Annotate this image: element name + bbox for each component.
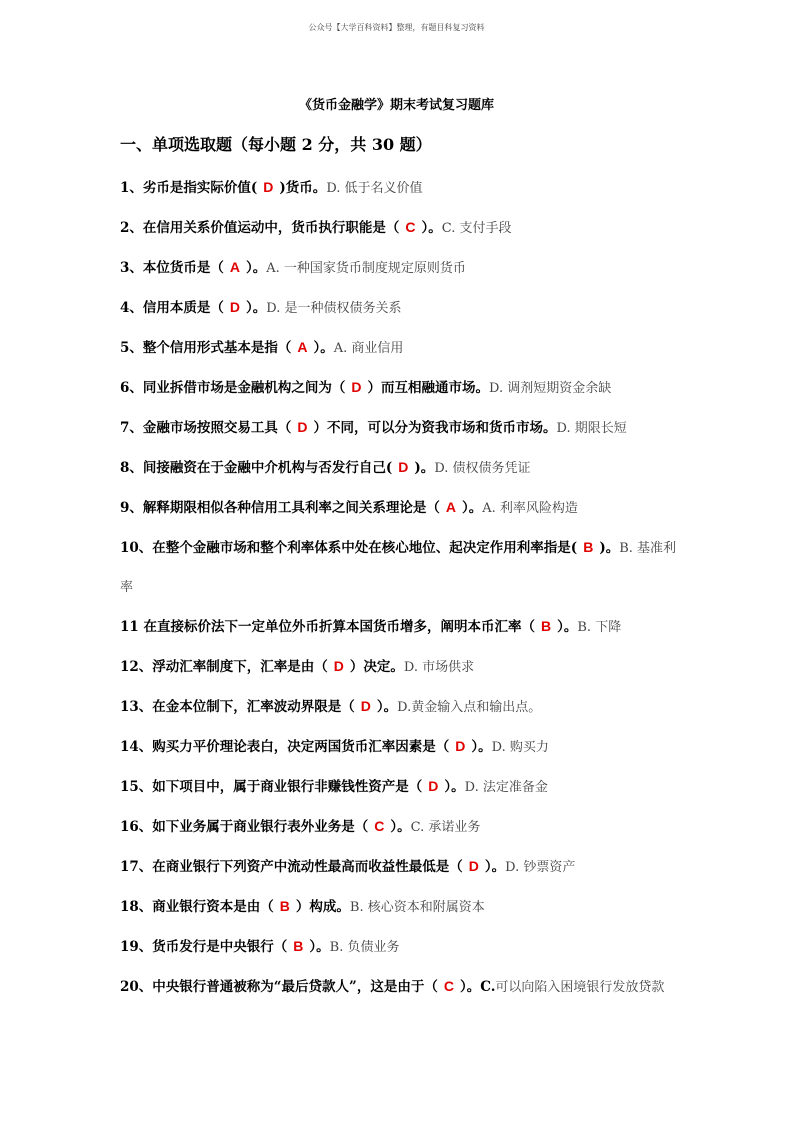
answer-letter: A	[229, 259, 241, 275]
question-item	[120, 248, 680, 288]
question-item	[120, 647, 680, 687]
question-stem: ）。	[421, 220, 442, 236]
question-stem: 2、	[120, 220, 143, 236]
question-item	[120, 488, 680, 528]
question-item	[120, 807, 680, 847]
question-stem: 金融市场按照交易工具（	[142, 420, 292, 436]
question-item	[120, 887, 680, 927]
answer-letter: D	[360, 698, 371, 714]
answer-explanation: B. 负债业务	[329, 940, 400, 955]
question-item	[120, 288, 680, 328]
question-stem: ）而互相融通市场。	[367, 380, 490, 396]
question-stem: ）。	[444, 779, 465, 795]
question-item	[120, 368, 680, 408]
question-stem: 劣币是指实际价值(	[142, 180, 258, 196]
question-stem: 11	[120, 619, 144, 635]
question-stem: )。	[414, 460, 435, 476]
question-stem: 7、	[120, 420, 143, 436]
answer-letter: D	[297, 419, 308, 435]
question-stem: )货币。	[279, 180, 327, 196]
question-stem: 13、	[120, 699, 153, 715]
question-stem: 中央银行普通被称为“最后贷款人”，这是由于（	[152, 979, 438, 995]
answer-explanation: D. 是一种债权债务关系	[266, 301, 402, 316]
question-stem: ）。	[313, 340, 334, 356]
question-stem: 14、	[120, 739, 153, 755]
question-stem: 1、	[120, 180, 143, 196]
question-stem: 购买力平价理论表白，决定两国货币汇率因素是（	[152, 739, 450, 755]
question-item	[120, 208, 680, 248]
answer-letter: C	[443, 978, 454, 994]
question-stem: 20、	[120, 979, 153, 995]
answer-explanation: D. 期限长短	[556, 421, 627, 436]
answer-explanation: D. 法定准备金	[464, 780, 548, 795]
answer-letter: D	[351, 379, 362, 395]
question-stem: ）。	[557, 619, 578, 635]
question-stem: 12、	[120, 659, 153, 675]
question-stem: 6、	[120, 380, 143, 396]
answer-explanation: D. 购买力	[491, 740, 549, 755]
answer-letter: B	[583, 539, 594, 555]
question-stem: 5、	[120, 340, 143, 356]
answer-letter: D	[428, 778, 439, 794]
question-item	[120, 687, 680, 727]
question-item	[120, 528, 680, 607]
question-stem: ）构成。	[295, 899, 350, 915]
question-stem: ）。	[309, 939, 330, 955]
document-title: 《货币金融学》期末考试复习题库	[298, 98, 494, 113]
question-stem: ）。C.	[459, 979, 496, 995]
question-stem: 在信用关系价值运动中，货币执行职能是（	[142, 220, 400, 236]
question-stem: 19、	[120, 939, 153, 955]
question-stem: ）。	[376, 699, 398, 715]
answer-letter: D	[398, 459, 409, 475]
question-stem: 商业银行资本是由（	[152, 899, 274, 915]
answer-explanation: A. 商业信用	[333, 341, 404, 356]
answer-explanation: C. 支付手段	[441, 221, 512, 236]
question-stem: 如下业务属于商业银行表外业务是（	[152, 819, 369, 835]
question-item	[120, 967, 680, 1007]
question-item	[120, 727, 680, 767]
question-item	[120, 328, 680, 368]
answer-explanation: D. 调剂短期资金余缺	[489, 381, 612, 396]
answer-letter: B	[541, 618, 552, 634]
answer-explanation: D. 低于名义价值	[326, 181, 423, 196]
answer-letter: A	[445, 499, 457, 515]
question-stem: 货币发行是中央银行（	[152, 939, 288, 955]
answer-letter: C	[374, 818, 385, 834]
question-stem: 在直接标价法下一定单位外币折算本国货币增多，阐明本币汇率（	[143, 619, 535, 635]
question-stem: 9、	[120, 500, 143, 516]
answer-letter: C	[405, 219, 416, 235]
answer-explanation: D. 债权债务凭证	[434, 461, 531, 476]
question-stem: 16、	[120, 819, 153, 835]
answer-letter: D	[229, 299, 241, 315]
question-stem: ）决定。	[349, 659, 404, 675]
question-stem: 18、	[120, 899, 153, 915]
question-stem: ）不同，可以分为资我市场和货币市场。	[313, 420, 557, 436]
question-item	[120, 927, 680, 967]
question-stem: 3、	[120, 260, 143, 276]
question-stem: 在商业银行下列资产中流动性最高而收益性最低是（	[152, 859, 463, 875]
section-heading: 一、单项选取题（每小题 2 分，共 30 题）	[120, 135, 432, 154]
question-stem: 间接融资在于金融中介机构与否发行自己(	[142, 460, 393, 476]
answer-letter: B	[293, 938, 304, 954]
question-stem: 信用本质是（	[142, 300, 224, 316]
question-stem: 10、	[120, 540, 153, 556]
question-stem: 如下项目中，属于商业银行非赚钱性资产是（	[152, 779, 423, 795]
question-item	[120, 607, 680, 647]
question-stem: ）。	[471, 739, 492, 755]
page-header: 公众号【大学百科资料】整理，有题目科复习资料	[308, 23, 485, 32]
question-item	[120, 408, 680, 448]
question-item	[120, 767, 680, 807]
question-stem: ）。	[390, 819, 411, 835]
question-item	[120, 448, 680, 488]
question-stem: 本位货币是（	[142, 260, 224, 276]
answer-explanation: D. 钞票资产	[505, 860, 576, 875]
question-list	[120, 168, 680, 1007]
question-stem: 在金本位制下，汇率波动界限是（	[152, 699, 355, 715]
answer-explanation: B. 核心资本和附属资本	[349, 900, 485, 915]
question-item	[120, 168, 680, 208]
question-stem: ）。	[246, 300, 267, 316]
question-stem: 在整个金融市场和整个利率体系中处在核心地位、起决定作用利率指是(	[152, 540, 578, 556]
question-item	[120, 847, 680, 887]
answer-explanation: A. 一种国家货币制度规定原则货币	[266, 261, 466, 276]
question-stem: ）。	[484, 859, 506, 875]
question-stem: ）。	[462, 500, 483, 516]
question-stem: 17、	[120, 859, 153, 875]
question-stem: 15、	[120, 779, 153, 795]
question-stem: 8、	[120, 460, 143, 476]
answer-explanation: D. 市场供求	[403, 660, 475, 675]
question-stem: 整个信用形式基本是指（	[142, 340, 292, 356]
question-stem: ）。	[246, 260, 267, 276]
answer-letter: D	[455, 738, 466, 754]
answer-letter: D	[333, 658, 344, 674]
answer-explanation: 可以向陷入困境银行发放贷款	[495, 980, 665, 995]
answer-letter: B	[279, 898, 290, 914]
answer-explanation: B. 下降	[577, 620, 622, 635]
question-stem: 4、	[120, 300, 143, 316]
question-stem: 解释期限相似各种信用工具利率之间关系理论是（	[142, 500, 440, 516]
question-stem: 同业拆借市场是金融机构之间为（	[142, 380, 346, 396]
question-stem: 浮动汇率制度下，汇率是由（	[152, 659, 328, 675]
answer-letter: D	[468, 858, 479, 874]
answer-explanation: C. 承诺业务	[410, 820, 481, 835]
answer-explanation: B. 基准利率	[120, 541, 677, 595]
question-stem: )。	[599, 540, 620, 556]
answer-explanation: A. 利率风险构造	[482, 501, 578, 516]
answer-letter: D	[263, 179, 274, 195]
answer-explanation: D.黄金输入点和输出点。	[397, 700, 542, 715]
answer-letter: A	[297, 339, 308, 355]
